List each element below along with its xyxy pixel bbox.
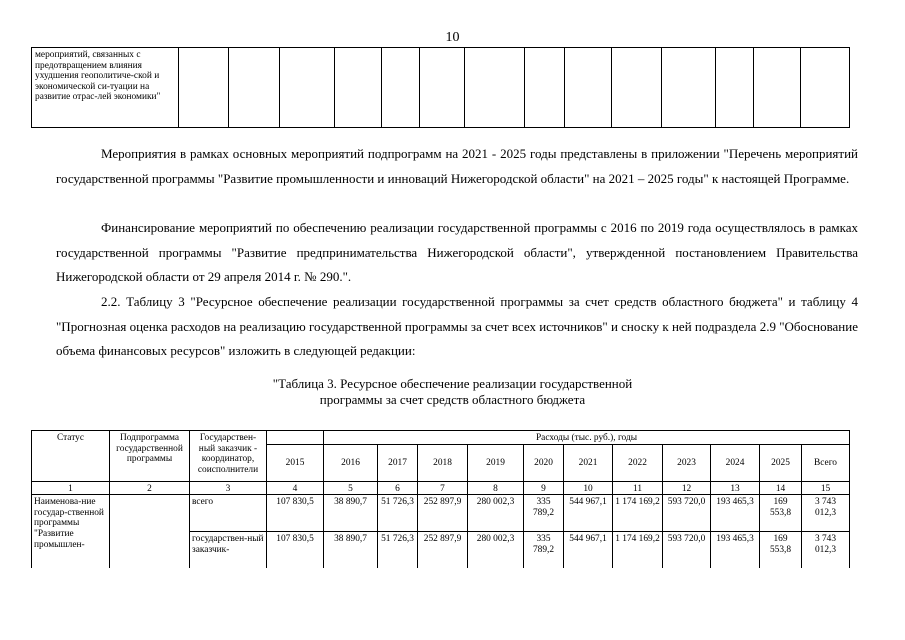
value-cell: 193 465,3 (711, 532, 760, 568)
value-cell: 593 720,0 (663, 532, 711, 568)
table-cell (179, 48, 229, 128)
column-number: 6 (378, 481, 418, 495)
column-number: 7 (418, 481, 468, 495)
table-cell (335, 48, 382, 128)
value-cell: 1 174 169,2 (613, 495, 663, 532)
value-cell: 252 897,9 (418, 532, 468, 568)
header-customer: Государствен-ный заказчик - координатор, соисполнители (190, 431, 267, 482)
value-cell: 280 002,3 (468, 495, 524, 532)
header-year: 2025 (760, 444, 802, 481)
header-year: Всего (802, 444, 850, 481)
header-year: 2021 (564, 444, 613, 481)
value-cell: 544 967,1 (564, 495, 613, 532)
table-cell (229, 48, 280, 128)
column-number: 15 (802, 481, 850, 495)
table-row (32, 48, 850, 128)
value-cell: 107 830,5 (267, 532, 324, 568)
value-cell: 3 743 012,3 (802, 495, 850, 532)
value-cell: 280 002,3 (468, 532, 524, 568)
table-cell (754, 48, 801, 128)
table-cell (420, 48, 465, 128)
table-cell: мероприятий, связанных с предотвращением влияния ухудшения геополитиче-ской и экономической си-туации на развитие отрас-лей экономики" (32, 48, 179, 128)
value-cell: 1 174 169,2 (613, 532, 663, 568)
header-year: 2024 (711, 444, 760, 481)
header-year: 2022 (613, 444, 663, 481)
header-year: 2016 (324, 444, 378, 481)
header-year: 2018 (418, 444, 468, 481)
paragraph-amendment: 2.2. Таблицу 3 "Ресурсное обеспечение реализации государственной программы за счет средств областного бюджета" и таблицу 4 "Прогнозная оценка расходов на реализацию государственной программы за счет всех источников" и сноску к ней подраздела 2.9 "Обоснование объема финансовых ресурсов" изложить в следующей редакции: (56, 294, 858, 359)
table-cell (525, 48, 565, 128)
value-cell: 335 789,2 (524, 495, 564, 532)
value-cell: 593 720,0 (663, 495, 711, 532)
header-status: Статус (32, 431, 110, 482)
status-cell: Наименова-ние государ-ственной программы "Развитие промышлен- (32, 495, 110, 568)
header-blank (267, 431, 324, 445)
header-year: 2019 (468, 444, 524, 481)
value-cell: 169 553,8 (760, 532, 802, 568)
resource-table (31, 430, 850, 568)
value-cell: 51 726,3 (378, 495, 418, 532)
page-number: 10 (445, 30, 460, 45)
customer-cell: государствен-ный заказчик- (190, 532, 267, 568)
table-row (32, 495, 850, 532)
column-number: 4 (267, 481, 324, 495)
column-number: 14 (760, 481, 802, 495)
value-cell: 252 897,9 (418, 495, 468, 532)
table-cell (716, 48, 754, 128)
table-cell (280, 48, 335, 128)
column-number: 12 (663, 481, 711, 495)
value-cell: 38 890,7 (324, 532, 378, 568)
header-expenses: Расходы (тыс. руб.), годы (324, 431, 850, 445)
column-number: 11 (613, 481, 663, 495)
value-cell: 335 789,2 (524, 532, 564, 568)
value-cell: 544 967,1 (564, 532, 613, 568)
subprogram-cell (110, 495, 190, 568)
table-caption-line2: программы за счет средств областного бюджета (319, 392, 586, 407)
column-number: 3 (190, 481, 267, 495)
header-year: 2015 (267, 444, 324, 481)
header-year: 2020 (524, 444, 564, 481)
table-header-row (32, 431, 850, 445)
column-number: 9 (524, 481, 564, 495)
table-cell (612, 48, 662, 128)
column-number: 5 (324, 481, 378, 495)
column-number: 2 (110, 481, 190, 495)
table-cell (801, 48, 850, 128)
value-cell: 107 830,5 (267, 495, 324, 532)
value-cell: 51 726,3 (378, 532, 418, 568)
customer-cell: всего (190, 495, 267, 532)
header-subprogram: Подпрограмма государственной программы (110, 431, 190, 482)
table-cell (382, 48, 420, 128)
value-cell: 193 465,3 (711, 495, 760, 532)
value-cell: 38 890,7 (324, 495, 378, 532)
table-cell (565, 48, 612, 128)
continuation-table (31, 47, 850, 128)
column-number: 10 (564, 481, 613, 495)
header-year: 2017 (378, 444, 418, 481)
header-year: 2023 (663, 444, 711, 481)
column-number: 1 (32, 481, 110, 495)
column-number: 13 (711, 481, 760, 495)
paragraph-events: Мероприятия в рамках основных мероприятий подпрограмм на 2021 - 2025 годы представлены в приложении "Перечень мероприятий государственной программы "Развитие промышленности и инноваций Нижегородской области" на 2021 – 2025 годы" к настоящей Программе. (56, 146, 858, 186)
paragraph-financing: Финансирование мероприятий по обеспечению реализации государственной программы с 2016 по 2019 года осуществлялось в рамках государственной программы "Развитие предпринимательства Нижегородской области", утвержденной постановлением Правительства Нижегородской области от 29 апреля 2014 г. № 290.". (56, 220, 858, 285)
column-number: 8 (468, 481, 524, 495)
column-number-row (32, 481, 850, 495)
table-caption-line1: "Таблица 3. Ресурсное обеспечение реализации государственной (272, 376, 633, 391)
table-cell (465, 48, 525, 128)
table-cell (662, 48, 716, 128)
value-cell: 169 553,8 (760, 495, 802, 532)
value-cell: 3 743 012,3 (802, 532, 850, 568)
